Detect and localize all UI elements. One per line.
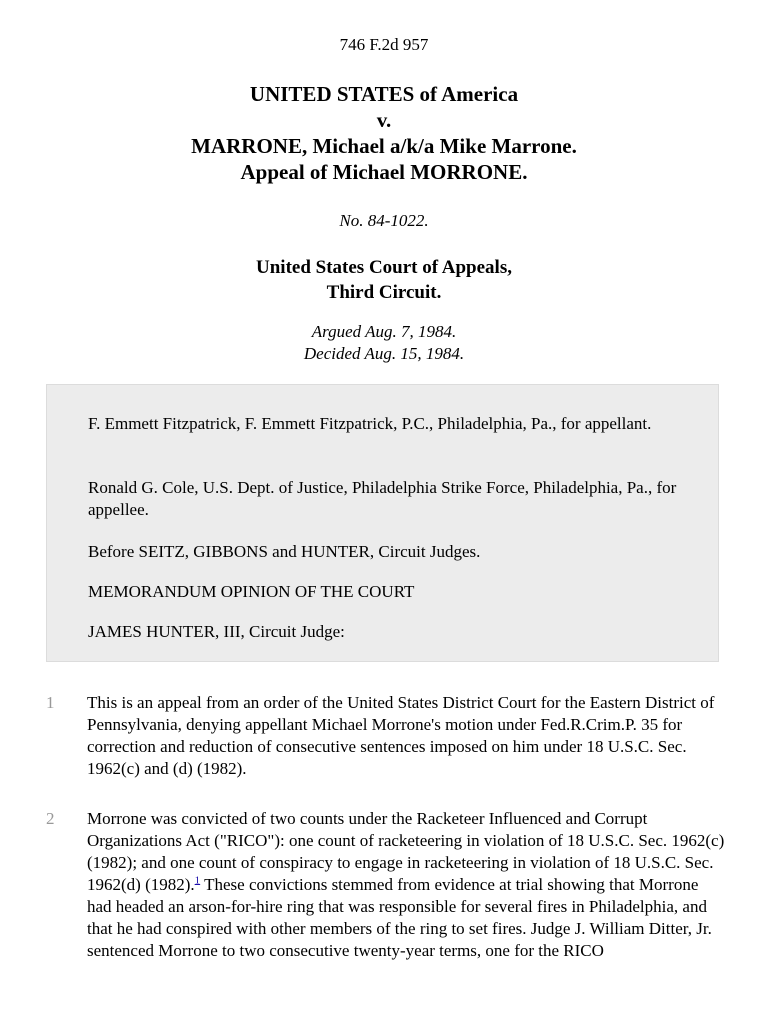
counsel-panel [46,384,719,662]
opinion-author: JAMES HUNTER, III, Circuit Judge: [88,622,345,641]
caption-appeal: Appeal of Michael MORRONE. [240,160,528,184]
paragraph-number: 1 [46,693,55,712]
case-citation: 746 F.2d 957 [339,35,429,54]
footnote-link[interactable]: 1 [194,874,201,887]
paragraph-text-before-footnote: Morrone was convicted of two counts under the Racketeer Influenced and Corrupt Organizations Act ("RICO"): one count of racketeering in violation of 18 U.S.C. Sec. 1962(c) (1982); and one count of conspiracy to engage in racketeering in violation of 18 U.S.C. Sec. 1962(d) (1982). [87,809,725,894]
caption-defendant: MARRONE, Michael a/k/a Mike Marrone. [191,134,577,158]
court-name [0,255,768,305]
opinion-heading: MEMORANDUM OPINION OF THE COURT [88,582,415,601]
argued-date: Argued Aug. 7, 1984. [311,322,457,341]
paragraph-text-after-footnote: These convictions stemmed from evidence at trial showing that Morrone had headed an arson-for-hire ring that was responsible for several fires in Philadelphia, and that he had conspired with other members of the ring to set fires. Judge J. William Ditter, Jr. sentenced Morrone to two consecutive twenty-year terms, one for the RICO [87,875,712,960]
caption-plaintiff: UNITED STATES of America [249,82,519,106]
caption-versus: v. [376,108,392,132]
paragraph-text [87,808,727,962]
decision-dates [0,321,768,365]
judges-panel: Before SEITZ, GIBBONS and HUNTER, Circuit Judges. [88,542,481,561]
docket-number: No. 84-1022. [339,211,429,230]
paragraph-number: 2 [46,809,55,828]
appellee-counsel: Ronald G. Cole, U.S. Dept. of Justice, Philadelphia Strike Force, Philadelphia, Pa., for appellee. [88,478,677,519]
paragraph-text: This is an appeal from an order of the United States District Court for the Eastern District of Pennsylvania, denying appellant Michael Morrone's motion under Fed.R.Crim.P. 35 for correction and reduction of consecutive sentences imposed on him under 18 U.S.C. Sec. 1962(c) and (d) (1982). [87,693,715,778]
court-circuit-line: Third Circuit. [326,282,442,303]
appellant-counsel: F. Emmett Fitzpatrick, F. Emmett Fitzpatrick, P.C., Philadelphia, Pa., for appellant. [88,414,652,433]
decided-date: Decided Aug. 15, 1984. [303,344,465,363]
case-caption [0,81,768,185]
court-name-line: United States Court of Appeals, [256,257,512,278]
